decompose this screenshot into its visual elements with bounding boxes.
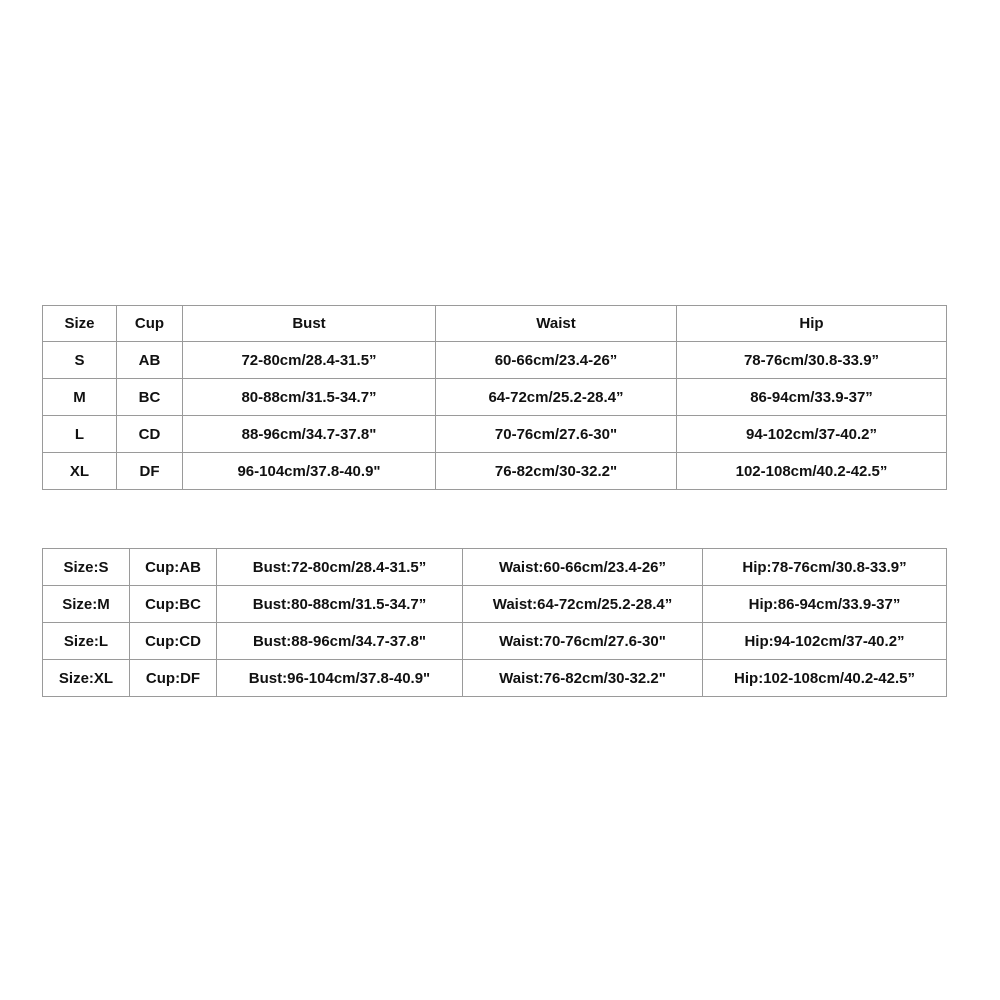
cell-waist: 60-66cm/23.4-26” xyxy=(436,342,677,379)
cell-hip: Hip:102-108cm/40.2-42.5” xyxy=(703,660,947,697)
cell-cup: AB xyxy=(117,342,183,379)
cell-bust: Bust:80-88cm/31.5-34.7” xyxy=(217,586,463,623)
cell-cup: Cup:AB xyxy=(130,549,217,586)
cell-size: Size:XL xyxy=(43,660,130,697)
header-waist: Waist xyxy=(436,306,677,342)
size-chart-table xyxy=(42,305,947,490)
cell-waist: Waist:64-72cm/25.2-28.4” xyxy=(463,586,703,623)
cell-hip: 86-94cm/33.9-37” xyxy=(677,379,947,416)
cell-waist: 76-82cm/30-32.2" xyxy=(436,453,677,490)
cell-size: Size:S xyxy=(43,549,130,586)
cell-bust: 88-96cm/34.7-37.8" xyxy=(183,416,436,453)
cell-bust: 96-104cm/37.8-40.9" xyxy=(183,453,436,490)
size-chart-labeled-table xyxy=(42,548,947,697)
table-row xyxy=(43,342,947,379)
cell-cup: CD xyxy=(117,416,183,453)
cell-bust: 72-80cm/28.4-31.5” xyxy=(183,342,436,379)
header-cup: Cup xyxy=(117,306,183,342)
table-header-row xyxy=(43,306,947,342)
cell-hip: Hip:86-94cm/33.9-37” xyxy=(703,586,947,623)
cell-waist: 70-76cm/27.6-30" xyxy=(436,416,677,453)
cell-cup: Cup:BC xyxy=(130,586,217,623)
table-row xyxy=(43,416,947,453)
cell-size: Size:M xyxy=(43,586,130,623)
cell-size: S xyxy=(43,342,117,379)
cell-size: Size:L xyxy=(43,623,130,660)
table-row xyxy=(43,623,947,660)
cell-hip: 94-102cm/37-40.2” xyxy=(677,416,947,453)
cell-waist: Waist:70-76cm/27.6-30" xyxy=(463,623,703,660)
cell-waist: Waist:60-66cm/23.4-26” xyxy=(463,549,703,586)
cell-hip: Hip:94-102cm/37-40.2” xyxy=(703,623,947,660)
cell-cup: Cup:DF xyxy=(130,660,217,697)
cell-size: L xyxy=(43,416,117,453)
table-row xyxy=(43,660,947,697)
cell-bust: Bust:72-80cm/28.4-31.5” xyxy=(217,549,463,586)
cell-size: M xyxy=(43,379,117,416)
cell-bust: Bust:88-96cm/34.7-37.8" xyxy=(217,623,463,660)
cell-waist: 64-72cm/25.2-28.4” xyxy=(436,379,677,416)
header-hip: Hip xyxy=(677,306,947,342)
table-row xyxy=(43,453,947,490)
cell-cup: Cup:CD xyxy=(130,623,217,660)
cell-cup: DF xyxy=(117,453,183,490)
cell-bust: Bust:96-104cm/37.8-40.9" xyxy=(217,660,463,697)
table-row xyxy=(43,549,947,586)
cell-size: XL xyxy=(43,453,117,490)
cell-hip: 102-108cm/40.2-42.5” xyxy=(677,453,947,490)
table-row xyxy=(43,379,947,416)
cell-bust: 80-88cm/31.5-34.7” xyxy=(183,379,436,416)
header-bust: Bust xyxy=(183,306,436,342)
header-size: Size xyxy=(43,306,117,342)
cell-hip: Hip:78-76cm/30.8-33.9” xyxy=(703,549,947,586)
table-row xyxy=(43,586,947,623)
cell-waist: Waist:76-82cm/30-32.2" xyxy=(463,660,703,697)
cell-hip: 78-76cm/30.8-33.9” xyxy=(677,342,947,379)
cell-cup: BC xyxy=(117,379,183,416)
